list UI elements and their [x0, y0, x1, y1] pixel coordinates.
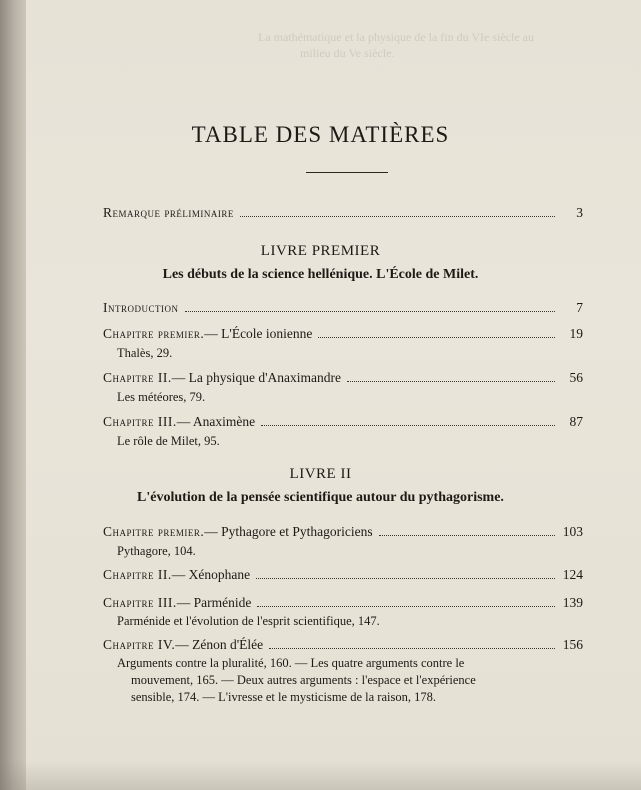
page-title: TABLE DES MATIÈRES: [191, 122, 450, 147]
leader-dots: [240, 216, 555, 217]
entry-subsection: Parménide et l'évolution de l'esprit scientifique, 147.: [117, 614, 380, 628]
leader-dots: [257, 606, 555, 607]
book-binding: [0, 0, 26, 790]
entry-title: — Parménide: [176, 595, 252, 610]
leader-dots: [261, 425, 555, 426]
livre2-subtitle: L'évolution de la pensée scientifique autour du pythagorisme.: [137, 490, 504, 505]
page-number: 56: [569, 370, 583, 385]
entry-label: Introduction: [103, 300, 179, 315]
bleed-through-line-1: La mathématique et la physique de la fin du VIe siècle au: [258, 30, 535, 44]
title-rule: [306, 172, 388, 173]
entry-label: Chapitre premier.: [103, 524, 205, 539]
entry-subsection: Pythagore, 104.: [117, 544, 196, 558]
entry-title: — Anaximène: [176, 414, 256, 429]
entry-label: Chapitre II.: [103, 370, 172, 385]
toc-entry-l2-chapter-3[interactable]: [103, 595, 583, 611]
toc-entry-l1-chapter-2[interactable]: [103, 370, 583, 386]
entry-label: Chapitre II.: [103, 567, 172, 582]
leader-dots: [379, 535, 555, 536]
arguments-line-2: mouvement, 165. — Deux autres arguments : l'espace et l'expérience: [131, 673, 476, 687]
entry-label: Chapitre III.: [103, 414, 177, 429]
entry-title: — Xénophane: [171, 567, 251, 582]
page-number: 139: [562, 595, 583, 610]
leader-dots: [185, 311, 556, 312]
arguments-line-3: sensible, 174. — L'ivresse et le mysticisme de la raison, 178.: [131, 690, 436, 704]
page-number: 3: [576, 205, 583, 220]
entry-subsection: Thalès, 29.: [117, 346, 173, 360]
page-number: 7: [576, 300, 583, 315]
page-number: 87: [569, 414, 583, 429]
leader-dots: [269, 648, 555, 649]
entry-title: — La physique d'Anaximandre: [171, 370, 342, 385]
entry-subsection: Le rôle de Milet, 95.: [117, 434, 220, 448]
toc-entry-remarque[interactable]: [103, 205, 583, 221]
toc-entry-l2-chapter-2[interactable]: [103, 567, 583, 583]
livre1-subtitle: Les débuts de la science hellénique. L'École de Milet.: [162, 267, 479, 282]
page-number: 156: [562, 637, 583, 652]
toc-entry-l2-chapter-4[interactable]: [103, 637, 583, 653]
arguments-line-1: Arguments contre la pluralité, 160. — Les quatre arguments contre le: [117, 656, 465, 670]
leader-dots: [347, 381, 555, 382]
entry-label: Chapitre III.: [103, 595, 177, 610]
toc-entry-l1-chapter-3[interactable]: [103, 414, 583, 430]
livre2-heading: LIVRE II: [289, 466, 352, 482]
leader-dots: [318, 337, 555, 338]
page-number: 19: [569, 326, 583, 341]
bleed-through-line-2: milieu du Ve siècle.: [300, 46, 395, 60]
leader-dots: [256, 578, 555, 579]
entry-title: — Zénon d'Élée: [175, 637, 264, 652]
entry-label: Chapitre premier.: [103, 326, 205, 341]
page-bottom-edge: [0, 760, 641, 790]
entry-title: — L'École ionienne: [204, 326, 313, 341]
livre1-heading: LIVRE PREMIER: [260, 243, 381, 259]
page-number: 124: [562, 567, 583, 582]
toc-entry-l1-chapter-1[interactable]: [103, 326, 583, 342]
entry-subsection: Les météores, 79.: [117, 390, 206, 404]
toc-entry-introduction[interactable]: [103, 300, 583, 316]
toc-entry-l2-chapter-1[interactable]: [103, 524, 583, 540]
entry-label: Chapitre IV.: [103, 637, 176, 652]
entry-title: — Pythagore et Pythagoriciens: [204, 524, 373, 539]
page-number: 103: [562, 524, 583, 539]
entry-label: Remarque préliminaire: [103, 205, 234, 220]
chapter-4-arguments: [117, 655, 557, 706]
